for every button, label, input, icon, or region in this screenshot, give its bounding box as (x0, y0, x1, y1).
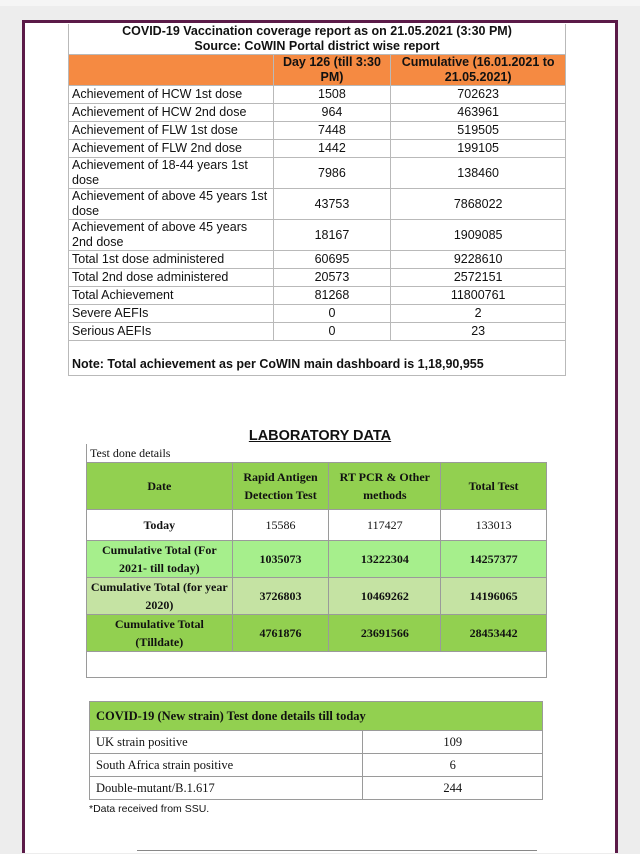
strain-row (90, 754, 543, 777)
row-label: Serious AEFIs (69, 323, 274, 341)
row-cumulative-value: 138460 (391, 158, 566, 189)
row-label: Total 2nd dose administered (69, 269, 274, 287)
row-label: Achievement of FLW 1st dose (69, 122, 274, 140)
lab-rtpcr-value: 10469262 (329, 578, 441, 615)
strain-header-row (90, 702, 543, 731)
row-cumulative-value: 9228610 (391, 251, 566, 269)
lab-row-label: Cumulative Total (Tilldate) (87, 615, 233, 652)
lab-header-row (87, 463, 547, 510)
lab-header-rapid: Rapid Antigen Detection Test (232, 463, 329, 510)
row-day-value: 7448 (273, 122, 391, 140)
row-cumulative-value: 702623 (391, 86, 566, 104)
vaccination-header-day: Day 126 (till 3:30 PM) (273, 55, 391, 86)
row-day-value: 81268 (273, 287, 391, 305)
row-label: Severe AEFIs (69, 305, 274, 323)
lab-total-value: 14196065 (441, 578, 547, 615)
lab-row-cumulative-tilldate (87, 615, 547, 652)
vaccination-row (69, 86, 566, 104)
strain-value: 244 (363, 777, 543, 800)
row-day-value: 0 (273, 305, 391, 323)
row-label: Achievement of HCW 2nd dose (69, 104, 274, 122)
row-label: Achievement of FLW 2nd dose (69, 140, 274, 158)
row-cumulative-value: 463961 (391, 104, 566, 122)
vaccination-row (69, 305, 566, 323)
strain-title: COVID-19 (New strain) Test done details till today (90, 702, 543, 731)
lab-header-total: Total Test (441, 463, 547, 510)
row-cumulative-value: 519505 (391, 122, 566, 140)
lab-caption-row (87, 444, 547, 463)
lab-rtpcr-value: 23691566 (329, 615, 441, 652)
strain-table (89, 701, 543, 800)
strain-value: 109 (363, 731, 543, 754)
row-day-value: 60695 (273, 251, 391, 269)
row-day-value: 20573 (273, 269, 391, 287)
lab-rapid-value: 15586 (232, 510, 329, 541)
vaccination-header-row (69, 55, 566, 86)
lab-row-label: Cumulative Total (for year 2020) (87, 578, 233, 615)
vaccination-row (69, 122, 566, 140)
vaccination-row (69, 251, 566, 269)
vaccination-spacer-row (69, 341, 566, 354)
row-cumulative-value: 2 (391, 305, 566, 323)
row-label: Achievement of HCW 1st dose (69, 86, 274, 104)
lab-rtpcr-value: 117427 (329, 510, 441, 541)
lab-blank-cell (87, 652, 547, 678)
strain-row (90, 777, 543, 800)
row-cumulative-value: 1909085 (391, 220, 566, 251)
lab-header-date: Date (87, 463, 233, 510)
vaccination-row (69, 140, 566, 158)
vaccination-title (69, 24, 566, 55)
lab-row-cumulative-2021 (87, 541, 547, 578)
row-day-value: 43753 (273, 189, 391, 220)
vaccination-row (69, 269, 566, 287)
strain-row (90, 731, 543, 754)
vaccination-row (69, 220, 566, 251)
vaccination-row (69, 323, 566, 341)
vaccination-title-line2: Source: CoWIN Portal district wise report (194, 39, 440, 53)
vaccination-table (68, 24, 566, 376)
strain-value: 6 (363, 754, 543, 777)
row-day-value: 1508 (273, 86, 391, 104)
lab-total-value: 133013 (441, 510, 547, 541)
row-cumulative-value: 11800761 (391, 287, 566, 305)
strain-footnote: *Data received from SSU. (89, 803, 210, 815)
row-day-value: 1442 (273, 140, 391, 158)
bottom-divider (137, 850, 537, 854)
row-day-value: 18167 (273, 220, 391, 251)
row-cumulative-value: 7868022 (391, 189, 566, 220)
laboratory-heading: LABORATORY DATA (248, 428, 392, 444)
lab-total-value: 14257377 (441, 541, 547, 578)
lab-header-rtpcr: RT PCR & Other methods (329, 463, 441, 510)
lab-caption: Test done details (87, 444, 547, 463)
row-label: Achievement of 18-44 years 1st dose (69, 158, 274, 189)
vaccination-row (69, 104, 566, 122)
lab-rapid-value: 1035073 (232, 541, 329, 578)
lab-row-cumulative-2020 (87, 578, 547, 615)
row-day-value: 964 (273, 104, 391, 122)
laboratory-table (86, 444, 547, 678)
lab-rapid-value: 4761876 (232, 615, 329, 652)
lab-row-label: Cumulative Total (For 2021- till today) (87, 541, 233, 578)
row-label: Achievement of above 45 years 2nd dose (69, 220, 274, 251)
row-day-value: 7986 (273, 158, 391, 189)
vaccination-header-cumulative: Cumulative (16.01.2021 to 21.05.2021) (391, 55, 566, 86)
row-cumulative-value: 199105 (391, 140, 566, 158)
vaccination-header-blank (69, 55, 274, 86)
lab-row-label: Today (87, 510, 233, 541)
row-cumulative-value: 23 (391, 323, 566, 341)
strain-label: South Africa strain positive (90, 754, 363, 777)
vaccination-row (69, 287, 566, 305)
strain-label: Double-mutant/B.1.617 (90, 777, 363, 800)
vaccination-note: Note: Total achievement as per CoWIN main dashboard is 1,18,90,955 (69, 353, 566, 376)
vaccination-row (69, 189, 566, 220)
row-label: Total Achievement (69, 287, 274, 305)
row-label: Achievement of above 45 years 1st dose (69, 189, 274, 220)
vaccination-title-row (69, 24, 566, 55)
lab-row-today (87, 510, 547, 541)
row-cumulative-value: 2572151 (391, 269, 566, 287)
lab-rapid-value: 3726803 (232, 578, 329, 615)
lab-rtpcr-value: 13222304 (329, 541, 441, 578)
lab-total-value: 28453442 (441, 615, 547, 652)
vaccination-title-line1: COVID-19 Vaccination coverage report as on 21.05.2021 (3:30 PM) (122, 24, 512, 38)
vaccination-row (69, 158, 566, 189)
strain-label: UK strain positive (90, 731, 363, 754)
spacer-cell (69, 341, 566, 354)
vaccination-note-row (69, 353, 566, 376)
row-label: Total 1st dose administered (69, 251, 274, 269)
lab-blank-row (87, 652, 547, 678)
row-day-value: 0 (273, 323, 391, 341)
top-strip (0, 0, 640, 6)
